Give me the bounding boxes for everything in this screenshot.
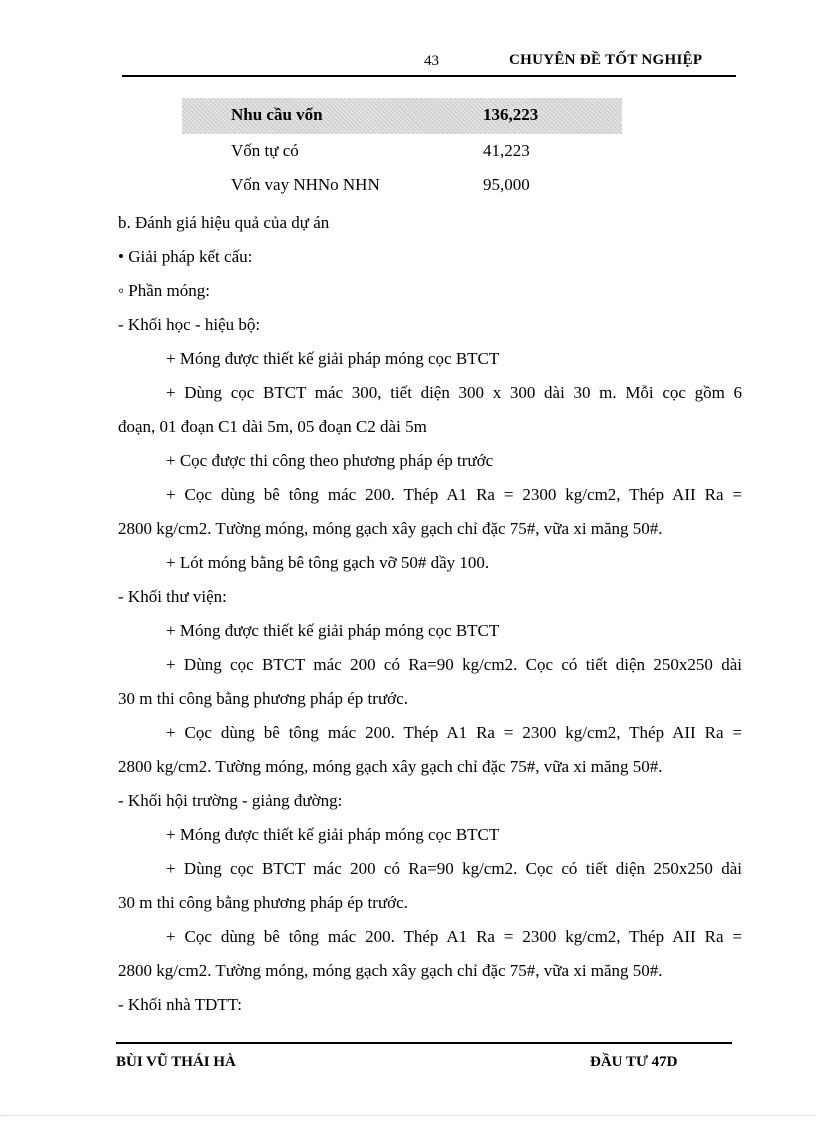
paragraph-line: + Móng được thiết kế giải pháp móng cọc BTCT — [166, 825, 500, 844]
paragraph-line: + Dùng cọc BTCT mác 300, tiết diện 300 x 300 dài 30 m. Mỗi cọc gồm 6 — [166, 383, 742, 402]
paragraph-line: 2800 kg/cm2. Tường móng, móng gạch xây gạch chỉ đặc 75#, vữa xi măng 50#. — [118, 519, 663, 538]
row-value: 41,223 — [483, 141, 530, 160]
row-value: 95,000 — [483, 175, 530, 194]
body-text — [118, 206, 742, 1022]
row-label: Vốn vay NHNo NHN — [231, 175, 380, 194]
row-value: 136,223 — [483, 105, 539, 124]
paragraph-line: + Cọc dùng bê tông mác 200. Thép A1 Ra = 2300 kg/cm2, Thép AII Ra = — [166, 723, 742, 742]
section-heading: b. Đánh giá hiệu quả của dự án — [118, 213, 330, 232]
capital-table-row-total — [182, 98, 622, 134]
row-label: Nhu cầu vốn — [231, 105, 323, 124]
paragraph-line: + Cọc được thi công theo phương pháp ép trước — [166, 451, 494, 470]
paragraph-line: + Lót móng bằng bê tông gạch vỡ 50# dầy 100. — [166, 553, 490, 572]
paragraph-line: + Cọc dùng bê tông mác 200. Thép A1 Ra = 2300 kg/cm2, Thép AII Ra = — [166, 485, 742, 504]
paragraph-line: + Móng được thiết kế giải pháp móng cọc BTCT — [166, 621, 500, 640]
paragraph-line: đoạn, 01 đoạn C1 dài 5m, 05 đoạn C2 dài 5m — [118, 417, 427, 436]
paragraph-line: + Móng được thiết kế giải pháp móng cọc BTCT — [166, 349, 500, 368]
block-heading: - Khối học - hiệu bộ: — [118, 315, 261, 334]
bullet-item: ◦ Phần móng: — [118, 281, 210, 300]
capital-table — [182, 98, 622, 202]
block-heading: - Khối nhà TDTT: — [118, 995, 242, 1014]
paragraph-line: 2800 kg/cm2. Tường móng, móng gạch xây gạch chỉ đặc 75#, vữa xi măng 50#. — [118, 757, 663, 776]
row-label: Vốn tự có — [231, 141, 299, 160]
block-heading: - Khối thư viện: — [118, 587, 227, 606]
paragraph-line: + Dùng cọc BTCT mác 200 có Ra=90 kg/cm2. Cọc có tiết diện 250x250 dài — [166, 655, 742, 674]
paragraph-line: + Dùng cọc BTCT mác 200 có Ra=90 kg/cm2. Cọc có tiết diện 250x250 dài — [166, 859, 742, 878]
footer-rule — [116, 1042, 732, 1044]
paragraph-line: 30 m thi công bằng phương pháp ép trước. — [118, 893, 408, 912]
page-edge-dots — [0, 1115, 816, 1116]
paragraph-line: 2800 kg/cm2. Tường móng, móng gạch xây gạch chỉ đặc 75#, vữa xi măng 50#. — [118, 961, 663, 980]
paragraph-line: 30 m thi công bằng phương pháp ép trước. — [118, 689, 408, 708]
capital-table-row-equity — [182, 134, 622, 168]
capital-table-row-loan — [182, 168, 622, 202]
bullet-item: • Giải pháp kết cấu: — [118, 247, 253, 266]
footer-class: ĐẦU TƯ 47D — [590, 1054, 678, 1070]
block-heading: - Khối hội trường - giảng đường: — [118, 791, 343, 810]
footer-author: BÙI VŨ THÁI HÀ — [116, 1054, 236, 1070]
page-number: 43 — [424, 53, 439, 69]
paragraph-line: + Cọc dùng bê tông mác 200. Thép A1 Ra = 2300 kg/cm2, Thép AII Ra = — [166, 927, 742, 946]
header-title: CHUYÊN ĐỀ TỐT NGHIỆP — [509, 52, 703, 68]
header-rule — [122, 75, 736, 77]
